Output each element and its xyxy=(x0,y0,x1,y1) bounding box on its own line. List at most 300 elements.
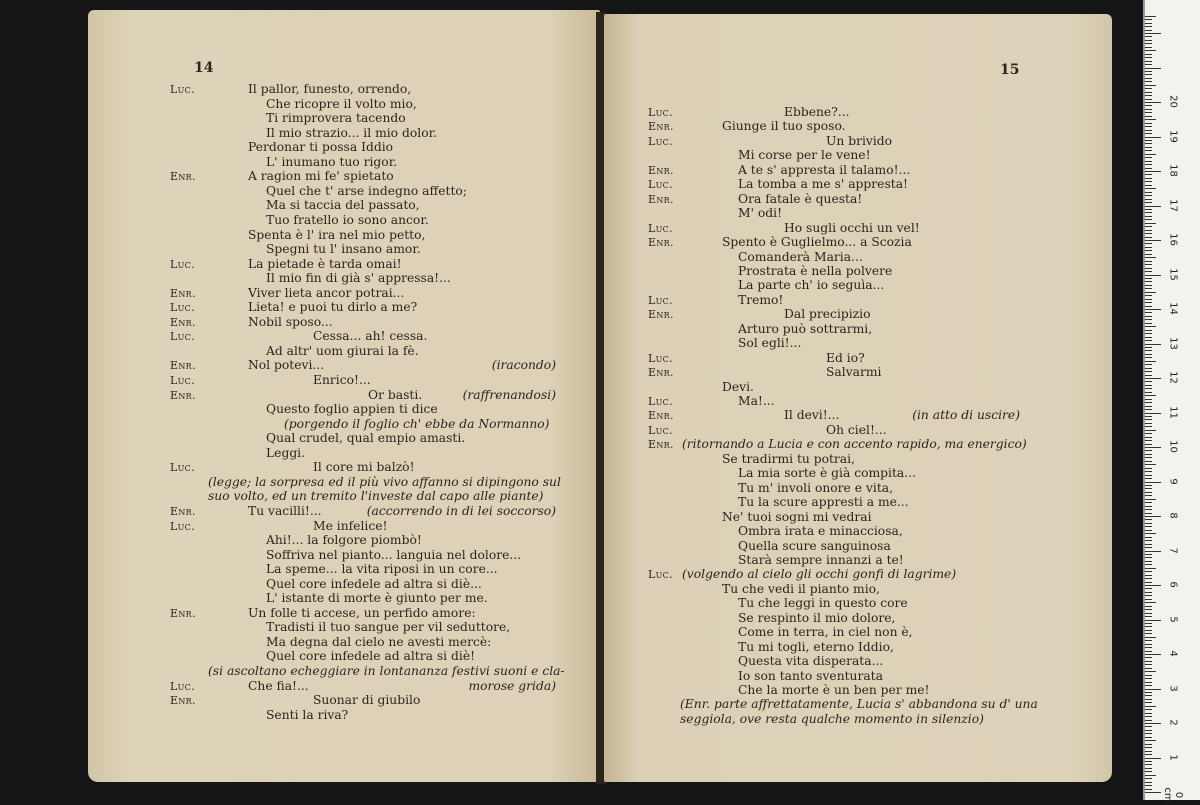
verse-text: Salvarmi xyxy=(826,365,882,380)
ruler-tick xyxy=(1145,33,1161,34)
ruler-tick xyxy=(1145,285,1152,286)
verse-text: Giunge il tuo sposo. xyxy=(722,119,846,134)
ruler-tick xyxy=(1145,782,1152,783)
verse-text: Quel che t' arse indegno affetto; xyxy=(266,183,467,198)
ruler-tick xyxy=(1145,582,1152,583)
text-line xyxy=(88,358,600,373)
ruler-tick xyxy=(1145,437,1152,438)
ruler-tick xyxy=(1145,333,1152,334)
text-line xyxy=(88,562,600,577)
text-line xyxy=(604,423,1112,438)
ruler-tick xyxy=(1145,761,1152,762)
ruler-tick xyxy=(1145,475,1152,476)
ruler-tick xyxy=(1145,223,1156,224)
ruler-tick xyxy=(1145,471,1152,472)
verse-text: Ho sugli occhi un vel! xyxy=(784,220,920,235)
ruler-tick xyxy=(1145,413,1161,414)
page-number: 15 xyxy=(1000,62,1020,78)
ruler-tick xyxy=(1145,157,1152,158)
ruler-tick xyxy=(1145,385,1152,386)
text-line xyxy=(88,417,600,432)
ruler-tick xyxy=(1145,416,1152,417)
ruler-number: 4 xyxy=(1167,650,1179,657)
text-line xyxy=(88,635,600,650)
ruler-tick xyxy=(1145,533,1156,534)
verse-text: La speme... la vita riposi in un core... xyxy=(266,562,498,577)
speaker-label: Enr. xyxy=(170,388,196,402)
text-line xyxy=(88,169,600,184)
ruler-tick xyxy=(1145,602,1156,603)
text-line xyxy=(604,524,1112,539)
verse-text: A ragion mi fe' spietato xyxy=(248,169,394,184)
ruler-tick xyxy=(1145,247,1152,248)
ruler-tick xyxy=(1145,695,1152,696)
verse-text: Che fia!... xyxy=(248,678,309,693)
ruler-tick xyxy=(1145,419,1152,420)
speaker-label: Enr. xyxy=(170,315,196,329)
text-line xyxy=(604,235,1112,250)
text-line xyxy=(604,380,1112,395)
ruler-tick xyxy=(1145,692,1152,693)
text-line xyxy=(88,446,600,461)
ruler-tick xyxy=(1145,243,1152,244)
verse-text: Ma degna dal cielo ne avesti mercè: xyxy=(266,634,492,649)
speaker-label: Enr. xyxy=(170,694,196,708)
verse-text: Tremo! xyxy=(738,292,784,307)
verse-text: Che ricopre il volto mio, xyxy=(266,96,417,111)
ruler-number: 15 xyxy=(1167,267,1179,281)
ruler-tick xyxy=(1145,778,1152,779)
text-line xyxy=(88,591,600,606)
ruler-tick xyxy=(1145,530,1152,531)
ruler-tick xyxy=(1145,492,1152,493)
speaker-label: Luc. xyxy=(648,395,673,408)
ruler-tick xyxy=(1145,502,1152,503)
ruler-tick xyxy=(1145,54,1152,55)
verse-text: Ma si taccia del passato, xyxy=(266,198,420,213)
ruler-tick xyxy=(1145,657,1152,658)
verse-text: La parte ch' io seguìa... xyxy=(738,278,885,293)
ruler-tick xyxy=(1145,592,1152,593)
speaker-label: Luc. xyxy=(648,568,673,582)
text-line xyxy=(604,481,1112,496)
text-line xyxy=(604,105,1112,120)
ruler-number: 2 xyxy=(1167,719,1179,726)
ruler-tick xyxy=(1145,116,1152,117)
ruler-tick xyxy=(1145,668,1152,669)
ruler-tick xyxy=(1145,744,1152,745)
text-line xyxy=(88,155,600,170)
ruler-tick xyxy=(1145,464,1156,465)
text-line xyxy=(604,466,1112,481)
ruler-number: 9 xyxy=(1167,477,1179,485)
measurement-ruler xyxy=(1143,0,1200,803)
verse-text: Io son tanto sventurata xyxy=(738,668,883,683)
ruler-tick xyxy=(1145,354,1152,355)
speaker-label: Luc. xyxy=(648,106,673,119)
speaker-label: Luc. xyxy=(648,178,673,192)
ruler-tick xyxy=(1145,554,1152,555)
text-line xyxy=(88,489,600,504)
ruler-tick xyxy=(1145,30,1152,31)
verse-text: Devi. xyxy=(722,379,754,394)
verse-text: Mi corse per le vene! xyxy=(738,148,871,163)
verse-text: Starà sempre innanzi a te! xyxy=(738,552,904,567)
ruler-tick xyxy=(1145,323,1152,324)
speaker-label: Enr. xyxy=(648,308,674,322)
verse-text: L' istante di morte è giunto per me. xyxy=(266,591,488,606)
right-page xyxy=(604,14,1112,782)
ruler-tick xyxy=(1145,740,1156,741)
ruler-tick xyxy=(1145,174,1152,175)
ruler-tick xyxy=(1145,585,1161,586)
text-line xyxy=(88,242,600,257)
speaker-label: Luc. xyxy=(648,351,673,365)
ruler-tick xyxy=(1145,302,1152,303)
ruler-tick xyxy=(1145,630,1152,631)
ruler-tick xyxy=(1145,130,1152,131)
ruler-tick xyxy=(1145,281,1152,282)
ruler-tick xyxy=(1145,716,1152,717)
text-line xyxy=(604,640,1112,655)
ruler-tick xyxy=(1145,140,1152,141)
ruler-tick xyxy=(1145,544,1152,545)
ruler-tick xyxy=(1145,319,1152,320)
ruler-tick xyxy=(1145,689,1161,690)
stage-direction: (accorrendo in di lei soccorso) xyxy=(366,503,556,518)
text-line xyxy=(88,198,600,213)
ruler-number: 8 xyxy=(1167,512,1179,519)
ruler-tick xyxy=(1145,450,1152,451)
text-line xyxy=(88,373,600,388)
ruler-tick xyxy=(1145,275,1161,276)
speaker-label: Enr. xyxy=(170,359,196,373)
ruler-tick xyxy=(1145,74,1152,75)
ruler-tick xyxy=(1145,764,1152,765)
verse-text: Qual crudel, qual empio amasti. xyxy=(266,431,466,446)
ruler-tick xyxy=(1145,785,1152,786)
verse-text: Nol potevi... xyxy=(248,358,325,373)
verse-text: Tu che leggi in questo core xyxy=(738,596,908,611)
text-line xyxy=(88,111,600,126)
stage-direction: morose grida) xyxy=(468,678,556,693)
speaker-label: Luc. xyxy=(648,423,673,437)
ruler-tick xyxy=(1145,620,1161,621)
ruler-number: 3 xyxy=(1167,684,1179,692)
ruler-tick xyxy=(1145,226,1152,227)
ruler-tick xyxy=(1145,678,1152,679)
ruler-number: 11 xyxy=(1167,405,1179,419)
verse-text: Tu m' involi onore e vita, xyxy=(738,480,893,495)
text-line xyxy=(604,669,1112,684)
text-line xyxy=(88,708,600,723)
text-line xyxy=(88,693,600,708)
page-number: 14 xyxy=(194,60,214,76)
ruler-tick xyxy=(1145,254,1152,255)
ruler-tick xyxy=(1145,709,1152,710)
verse-text: Suonar di giubilo xyxy=(313,693,421,708)
ruler-tick xyxy=(1145,457,1152,458)
text-line xyxy=(604,134,1112,149)
speaker-label: Luc. xyxy=(648,293,673,307)
text-line xyxy=(88,286,600,301)
stage-direction: (ritornando a Lucia e con accento rapido, ma energico) xyxy=(682,437,1027,452)
ruler-number: 18 xyxy=(1167,164,1179,177)
speaker-label: Enr. xyxy=(648,409,674,423)
speaker-label: Enr. xyxy=(170,170,196,184)
text-line xyxy=(604,625,1112,640)
ruler-tick xyxy=(1145,330,1152,331)
ruler-tick xyxy=(1145,647,1152,648)
ruler-tick xyxy=(1145,675,1152,676)
ruler-number: 5 xyxy=(1167,615,1179,623)
ruler-tick xyxy=(1145,292,1156,293)
ruler-tick xyxy=(1145,350,1152,351)
ruler-tick xyxy=(1145,371,1152,372)
ruler-tick xyxy=(1145,364,1152,365)
verse-text: Tu la scure appresti a me... xyxy=(738,495,909,510)
ruler-tick xyxy=(1145,661,1152,662)
ruler-number: 6 xyxy=(1167,581,1179,588)
ruler-tick xyxy=(1145,381,1152,382)
verse-text: Nobil sposo... xyxy=(248,314,333,329)
text-line xyxy=(604,177,1112,192)
verse-text: Tu vacilli!... xyxy=(248,503,322,518)
text-line xyxy=(604,250,1112,265)
text-line xyxy=(88,388,600,403)
ruler-tick xyxy=(1145,19,1152,20)
ruler-tick xyxy=(1145,185,1152,186)
ruler-tick xyxy=(1145,88,1152,89)
verse-text: Viver lieta ancor potrai... xyxy=(248,285,405,300)
ruler-tick xyxy=(1145,95,1152,96)
ruler-tick xyxy=(1145,444,1152,445)
verse-text: Il core mi balzò! xyxy=(313,460,415,475)
ruler-tick xyxy=(1145,664,1152,665)
ruler-tick xyxy=(1145,178,1152,179)
text-line xyxy=(88,271,600,286)
ruler-tick xyxy=(1145,188,1156,189)
ruler-tick xyxy=(1145,112,1152,113)
speaker-label: Enr. xyxy=(170,286,196,300)
text-line xyxy=(88,126,600,141)
ruler-number: 10 xyxy=(1167,440,1179,453)
speaker-label: Enr. xyxy=(648,163,674,177)
text-line xyxy=(88,431,600,446)
ruler-tick xyxy=(1145,357,1152,358)
ruler-tick xyxy=(1145,36,1152,37)
speaker-label: Enr. xyxy=(648,236,674,250)
ruler-number: 17 xyxy=(1167,198,1179,212)
ruler-number: 12 xyxy=(1167,371,1179,384)
ruler-tick xyxy=(1145,575,1152,576)
ruler-tick xyxy=(1145,513,1152,514)
ruler-tick xyxy=(1145,347,1152,348)
speaker-label: Luc. xyxy=(170,301,195,315)
ruler-tick xyxy=(1145,399,1152,400)
ruler-tick xyxy=(1145,109,1152,110)
ruler-tick xyxy=(1145,758,1161,759)
ruler-tick xyxy=(1145,326,1156,327)
ruler-tick xyxy=(1145,588,1152,589)
text-line xyxy=(604,336,1112,351)
text-line xyxy=(88,548,600,563)
stage-direction: seggiola, ove resta qualche momento in silenzio) xyxy=(680,711,984,726)
ruler-tick xyxy=(1145,78,1152,79)
ruler-tick xyxy=(1145,50,1156,51)
ruler-tick xyxy=(1145,212,1152,213)
ruler-tick xyxy=(1145,768,1152,769)
text-line xyxy=(604,192,1112,207)
ruler-tick xyxy=(1145,651,1152,652)
ruler-number: 1 xyxy=(1167,753,1179,761)
verse-text: Ti rimprovera tacendo xyxy=(266,111,406,126)
ruler-tick xyxy=(1145,499,1156,500)
ruler-number: 7 xyxy=(1167,546,1179,554)
ruler-tick xyxy=(1145,754,1152,755)
verse-text: Tradisti il tuo sangue per vil seduttore, xyxy=(266,620,511,635)
text-line xyxy=(88,460,600,475)
ruler-tick xyxy=(1145,516,1161,517)
ruler-tick xyxy=(1145,392,1152,393)
text-line xyxy=(88,664,600,679)
ruler-tick xyxy=(1145,706,1156,707)
ruler-tick xyxy=(1145,640,1152,641)
verse-text: Quel core infedele ad altra si diè... xyxy=(266,576,482,591)
ruler-tick xyxy=(1145,430,1156,431)
ruler-tick xyxy=(1145,219,1152,220)
ruler-tick xyxy=(1145,337,1152,338)
text-line xyxy=(604,206,1112,221)
ruler-tick xyxy=(1145,257,1156,258)
speaker-label: Luc. xyxy=(170,519,195,533)
verse-text: Quel core infedele ad altra si diè! xyxy=(266,649,476,664)
ruler-tick xyxy=(1145,440,1152,441)
verse-text: La pietade è tarda omai! xyxy=(248,256,402,271)
ruler-tick xyxy=(1145,792,1161,793)
speaker-label: Enr. xyxy=(170,606,196,620)
ruler-number: 14 xyxy=(1167,302,1179,315)
ruler-tick xyxy=(1145,171,1161,172)
verse-text: Tuo fratello io sono ancor. xyxy=(266,212,429,227)
ruler-tick xyxy=(1145,713,1152,714)
verse-text: Spegni tu l' insano amor. xyxy=(266,242,421,257)
ruler-tick xyxy=(1145,506,1152,507)
ruler-tick xyxy=(1145,561,1152,562)
ruler-number: 16 xyxy=(1167,233,1179,246)
verse-text: Il devi!... xyxy=(784,408,840,423)
ruler-tick xyxy=(1145,595,1152,596)
ruler-tick xyxy=(1145,261,1152,262)
ruler-tick xyxy=(1145,699,1152,700)
speaker-label: Luc. xyxy=(170,461,195,475)
ruler-tick xyxy=(1145,312,1152,313)
ruler-tick xyxy=(1145,85,1156,86)
stage-direction: (iracondo) xyxy=(491,358,556,373)
verse-text: Ad altr' uom giurai la fè. xyxy=(266,343,419,358)
text-block xyxy=(604,14,1112,782)
ruler-tick xyxy=(1145,43,1152,44)
text-line xyxy=(88,533,600,548)
text-block xyxy=(88,10,600,782)
ruler-tick xyxy=(1145,71,1152,72)
text-line xyxy=(604,278,1112,293)
ruler-tick xyxy=(1145,299,1152,300)
ruler-tick xyxy=(1145,613,1152,614)
ruler-tick xyxy=(1145,206,1161,207)
text-line xyxy=(604,437,1112,452)
ruler-tick xyxy=(1145,195,1152,196)
ruler-tick xyxy=(1145,720,1152,721)
ruler-tick xyxy=(1145,426,1152,427)
ruler-tick xyxy=(1145,609,1152,610)
ruler-tick xyxy=(1145,488,1152,489)
verse-text: Ahi!... la folgore piombò! xyxy=(266,533,422,548)
verse-text: Tu mi togli, eterno Iddio, xyxy=(738,639,894,654)
text-line xyxy=(604,539,1112,554)
ruler-tick xyxy=(1145,526,1152,527)
ruler-tick xyxy=(1145,568,1156,569)
ruler-tick xyxy=(1145,99,1152,100)
ruler-tick xyxy=(1145,406,1152,407)
verse-text: Il pallor, funesto, orrendo, xyxy=(248,82,412,96)
ruler-tick xyxy=(1145,495,1152,496)
left-page xyxy=(88,10,600,782)
text-line xyxy=(88,402,600,417)
text-line xyxy=(604,712,1112,727)
ruler-tick xyxy=(1145,468,1152,469)
text-line xyxy=(88,228,600,243)
ruler-tick xyxy=(1145,295,1152,296)
text-line xyxy=(88,606,600,621)
ruler-tick xyxy=(1145,81,1152,82)
ruler-tick xyxy=(1145,361,1156,362)
ruler-tick xyxy=(1145,423,1152,424)
text-line xyxy=(604,264,1112,279)
ruler-tick xyxy=(1145,723,1161,724)
ruler-tick xyxy=(1145,447,1161,448)
stage-direction: (volgendo al cielo gli occhi gonfi di lagrime) xyxy=(682,567,957,582)
text-line xyxy=(88,184,600,199)
ruler-tick xyxy=(1145,537,1152,538)
ruler-tick xyxy=(1145,126,1152,127)
verse-text: Leggi. xyxy=(266,445,306,460)
verse-text: Un folle ti accese, un perfido amore: xyxy=(248,605,476,620)
verse-text: Lieta! e puoi tu dirlo a me? xyxy=(248,300,418,315)
verse-text: Il mio strazio... il mio dolor. xyxy=(266,125,438,140)
verse-text: Questo foglio appien ti dice xyxy=(266,402,438,417)
verse-text: Perdonar ti possa Iddio xyxy=(248,140,394,155)
speaker-label: Luc. xyxy=(170,374,195,387)
verse-text: Tu che vedi il pianto mio, xyxy=(722,581,880,596)
verse-text: Ombra irata e minacciosa, xyxy=(738,524,903,539)
ruler-number: 20 xyxy=(1167,95,1179,108)
verse-text: Soffriva nel pianto... languia nel dolore... xyxy=(266,547,522,562)
ruler-tick xyxy=(1145,733,1152,734)
ruler-tick xyxy=(1145,578,1152,579)
ruler-tick xyxy=(1145,482,1161,483)
text-line xyxy=(604,567,1112,582)
text-line xyxy=(88,213,600,228)
verse-text: La tomba a me s' appresta! xyxy=(738,177,908,192)
verse-text: Questa vita disperata... xyxy=(738,654,884,669)
ruler-tick xyxy=(1145,240,1161,241)
ruler-tick xyxy=(1145,547,1152,548)
verse-text: Oh ciel!... xyxy=(826,422,887,437)
text-line xyxy=(88,315,600,330)
ruler-tick xyxy=(1145,540,1152,541)
text-line xyxy=(604,582,1112,597)
